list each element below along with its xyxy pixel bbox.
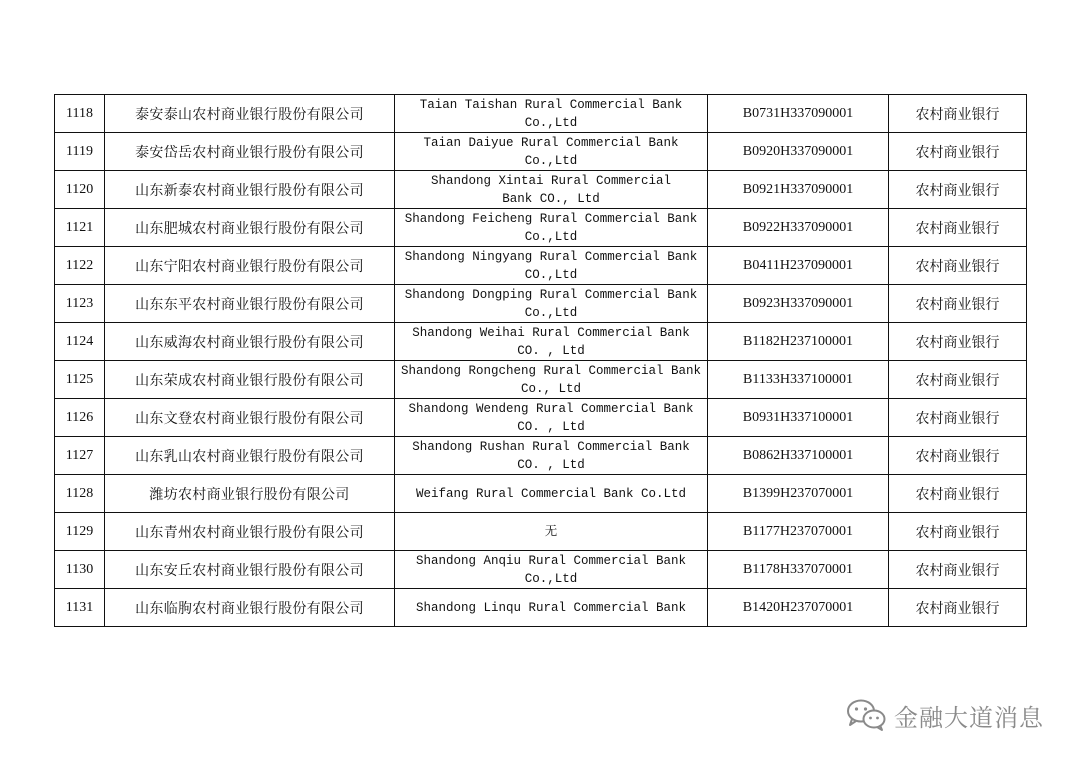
- bank-list-table: [54, 94, 1027, 627]
- institution-code: B0731H337090001: [708, 95, 889, 133]
- bank-type: 农村商业银行: [889, 95, 1027, 133]
- bank-name-chinese: 泰安泰山农村商业银行股份有限公司: [105, 95, 395, 133]
- bank-name-english: 无: [395, 513, 708, 551]
- table-row: [55, 551, 1027, 589]
- row-number: 1121: [55, 209, 105, 247]
- table-body: [55, 95, 1027, 627]
- bank-name-english: Taian Daiyue Rural Commercial Bank Co.,Ltd: [395, 133, 708, 171]
- bank-type: 农村商业银行: [889, 475, 1027, 513]
- table-row: [55, 323, 1027, 361]
- table-row: [55, 209, 1027, 247]
- bank-name-english: Shandong Xintai Rural Commercial Bank CO., Ltd: [395, 171, 708, 209]
- institution-code: B0921H337090001: [708, 171, 889, 209]
- bank-type: 农村商业银行: [889, 247, 1027, 285]
- bank-name-chinese: 山东宁阳农村商业银行股份有限公司: [105, 247, 395, 285]
- row-number: 1129: [55, 513, 105, 551]
- institution-code: B1177H237070001: [708, 513, 889, 551]
- row-number: 1120: [55, 171, 105, 209]
- institution-code: B1420H237070001: [708, 589, 889, 627]
- bank-name-english: Shandong Rushan Rural Commercial Bank CO. , Ltd: [395, 437, 708, 475]
- bank-type: 农村商业银行: [889, 437, 1027, 475]
- bank-type: 农村商业银行: [889, 589, 1027, 627]
- watermark-text: 金融大道消息: [894, 703, 1044, 732]
- row-number: 1122: [55, 247, 105, 285]
- table-row: [55, 437, 1027, 475]
- institution-code: B1133H337100001: [708, 361, 889, 399]
- table-row: [55, 285, 1027, 323]
- bank-name-chinese: 山东荣成农村商业银行股份有限公司: [105, 361, 395, 399]
- row-number: 1118: [55, 95, 105, 133]
- bank-name-english: Shandong Ningyang Rural Commercial Bank CO.,Ltd: [395, 247, 708, 285]
- bank-type: 农村商业银行: [889, 209, 1027, 247]
- institution-code: B1178H337070001: [708, 551, 889, 589]
- bank-name-english: Shandong Wendeng Rural Commercial Bank CO. , Ltd: [395, 399, 708, 437]
- bank-type: 农村商业银行: [889, 133, 1027, 171]
- institution-code: B0922H337090001: [708, 209, 889, 247]
- row-number: 1131: [55, 589, 105, 627]
- bank-type: 农村商业银行: [889, 513, 1027, 551]
- bank-name-chinese: 山东新泰农村商业银行股份有限公司: [105, 171, 395, 209]
- bank-name-chinese: 潍坊农村商业银行股份有限公司: [105, 475, 395, 513]
- bank-name-english: Shandong Rongcheng Rural Commercial Bank Co., Ltd: [395, 361, 708, 399]
- row-number: 1127: [55, 437, 105, 475]
- institution-code: B0920H337090001: [708, 133, 889, 171]
- table-row: [55, 171, 1027, 209]
- watermark: [844, 697, 1044, 733]
- table-row: [55, 247, 1027, 285]
- table-row: [55, 513, 1027, 551]
- bank-type: 农村商业银行: [889, 361, 1027, 399]
- bank-name-chinese: 山东安丘农村商业银行股份有限公司: [105, 551, 395, 589]
- bank-type: 农村商业银行: [889, 323, 1027, 361]
- institution-code: B0931H337100001: [708, 399, 889, 437]
- institution-code: B0923H337090001: [708, 285, 889, 323]
- table-row: [55, 361, 1027, 399]
- institution-code: B0411H237090001: [708, 247, 889, 285]
- table-row: [55, 95, 1027, 133]
- row-number: 1125: [55, 361, 105, 399]
- table-row: [55, 589, 1027, 627]
- bank-name-chinese: 山东东平农村商业银行股份有限公司: [105, 285, 395, 323]
- table-row: [55, 399, 1027, 437]
- bank-name-english: Shandong Linqu Rural Commercial Bank: [395, 589, 708, 627]
- bank-name-chinese: 山东肥城农村商业银行股份有限公司: [105, 209, 395, 247]
- institution-code: B1399H237070001: [708, 475, 889, 513]
- row-number: 1130: [55, 551, 105, 589]
- bank-type: 农村商业银行: [889, 285, 1027, 323]
- row-number: 1123: [55, 285, 105, 323]
- bank-type: 农村商业银行: [889, 399, 1027, 437]
- row-number: 1126: [55, 399, 105, 437]
- wechat-icon: [844, 697, 888, 733]
- bank-name-chinese: 山东文登农村商业银行股份有限公司: [105, 399, 395, 437]
- bank-name-chinese: 山东威海农村商业银行股份有限公司: [105, 323, 395, 361]
- row-number: 1119: [55, 133, 105, 171]
- row-number: 1128: [55, 475, 105, 513]
- bank-name-english: Taian Taishan Rural Commercial Bank Co.,Ltd: [395, 95, 708, 133]
- institution-code: B1182H237100001: [708, 323, 889, 361]
- row-number: 1124: [55, 323, 105, 361]
- bank-name-english: Shandong Dongping Rural Commercial Bank Co.,Ltd: [395, 285, 708, 323]
- bank-type: 农村商业银行: [889, 551, 1027, 589]
- bank-name-chinese: 山东乳山农村商业银行股份有限公司: [105, 437, 395, 475]
- bank-name-english: Shandong Feicheng Rural Commercial Bank Co.,Ltd: [395, 209, 708, 247]
- table-row: [55, 133, 1027, 171]
- bank-name-english: Shandong Weihai Rural Commercial Bank CO. , Ltd: [395, 323, 708, 361]
- bank-name-english: Shandong Anqiu Rural Commercial Bank Co.,Ltd: [395, 551, 708, 589]
- bank-name-chinese: 泰安岱岳农村商业银行股份有限公司: [105, 133, 395, 171]
- table-row: [55, 475, 1027, 513]
- bank-name-chinese: 山东青州农村商业银行股份有限公司: [105, 513, 395, 551]
- bank-name-chinese: 山东临朐农村商业银行股份有限公司: [105, 589, 395, 627]
- institution-code: B0862H337100001: [708, 437, 889, 475]
- bank-type: 农村商业银行: [889, 171, 1027, 209]
- bank-name-english: Weifang Rural Commercial Bank Co.Ltd: [395, 475, 708, 513]
